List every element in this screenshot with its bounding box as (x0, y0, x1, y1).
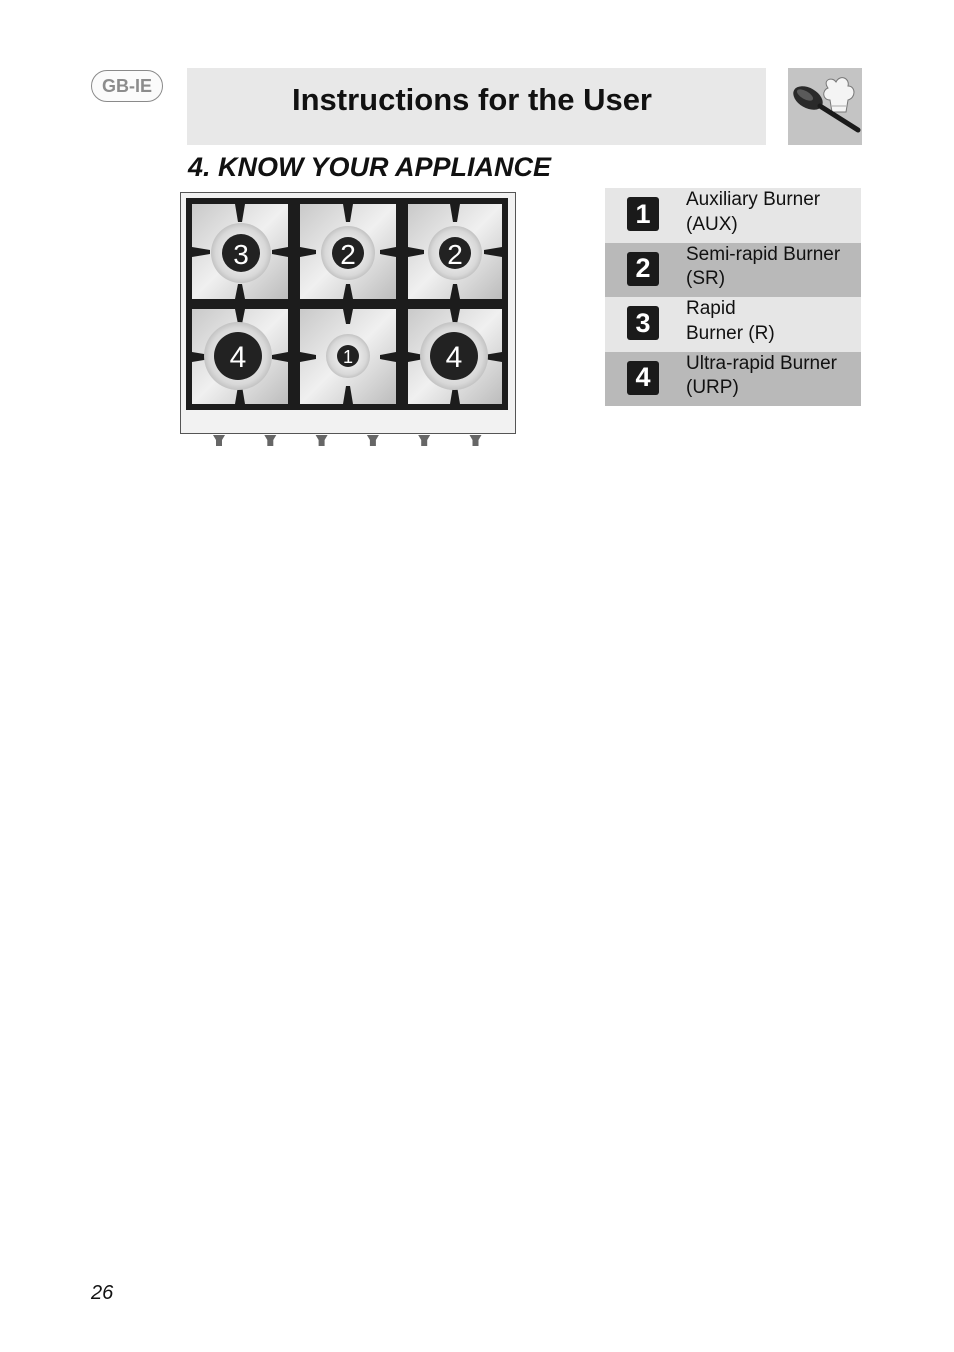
hob-illustration (180, 192, 516, 448)
control-knob-icon (470, 435, 482, 446)
page-number: 26 (91, 1282, 114, 1304)
legend-label: Semi-rapid Burner (SR) (686, 243, 841, 289)
burner-label: 3 (233, 239, 249, 270)
legend-row-semi-rapid (605, 243, 861, 298)
legend-row-auxiliary (605, 188, 861, 243)
burner-label: 4 (445, 341, 463, 374)
page-title: Instructions for the User (292, 82, 652, 117)
legend-row-rapid (605, 297, 861, 352)
legend-row-ultra-rapid (605, 352, 861, 407)
control-knob-icon (264, 435, 276, 446)
legend-number: 2 (627, 252, 659, 286)
legend-label: Rapid Burner (R) (686, 298, 775, 344)
spoon-chef-hat-icon (788, 68, 862, 145)
burner-label: 4 (229, 341, 247, 374)
legend-number: 1 (627, 197, 659, 231)
burner-label: 2 (447, 239, 463, 270)
control-knob-icon (316, 435, 328, 446)
burner-label: 1 (342, 347, 354, 367)
control-knob-icon (367, 435, 379, 446)
legend-label: Auxiliary Burner (AUX) (686, 189, 821, 235)
burner-label: 2 (340, 239, 356, 270)
region-badge: GB-IE (91, 70, 163, 102)
legend-number: 3 (627, 306, 659, 340)
header-bar (187, 68, 766, 145)
control-knob-icon (418, 435, 430, 446)
section-heading: 4. KNOW YOUR APPLIANCE (188, 152, 552, 182)
legend-label: Ultra-rapid Burner (URP) (686, 352, 837, 398)
legend-number: 4 (627, 361, 659, 395)
control-knob-icon (213, 435, 225, 446)
burner-legend (605, 188, 861, 406)
